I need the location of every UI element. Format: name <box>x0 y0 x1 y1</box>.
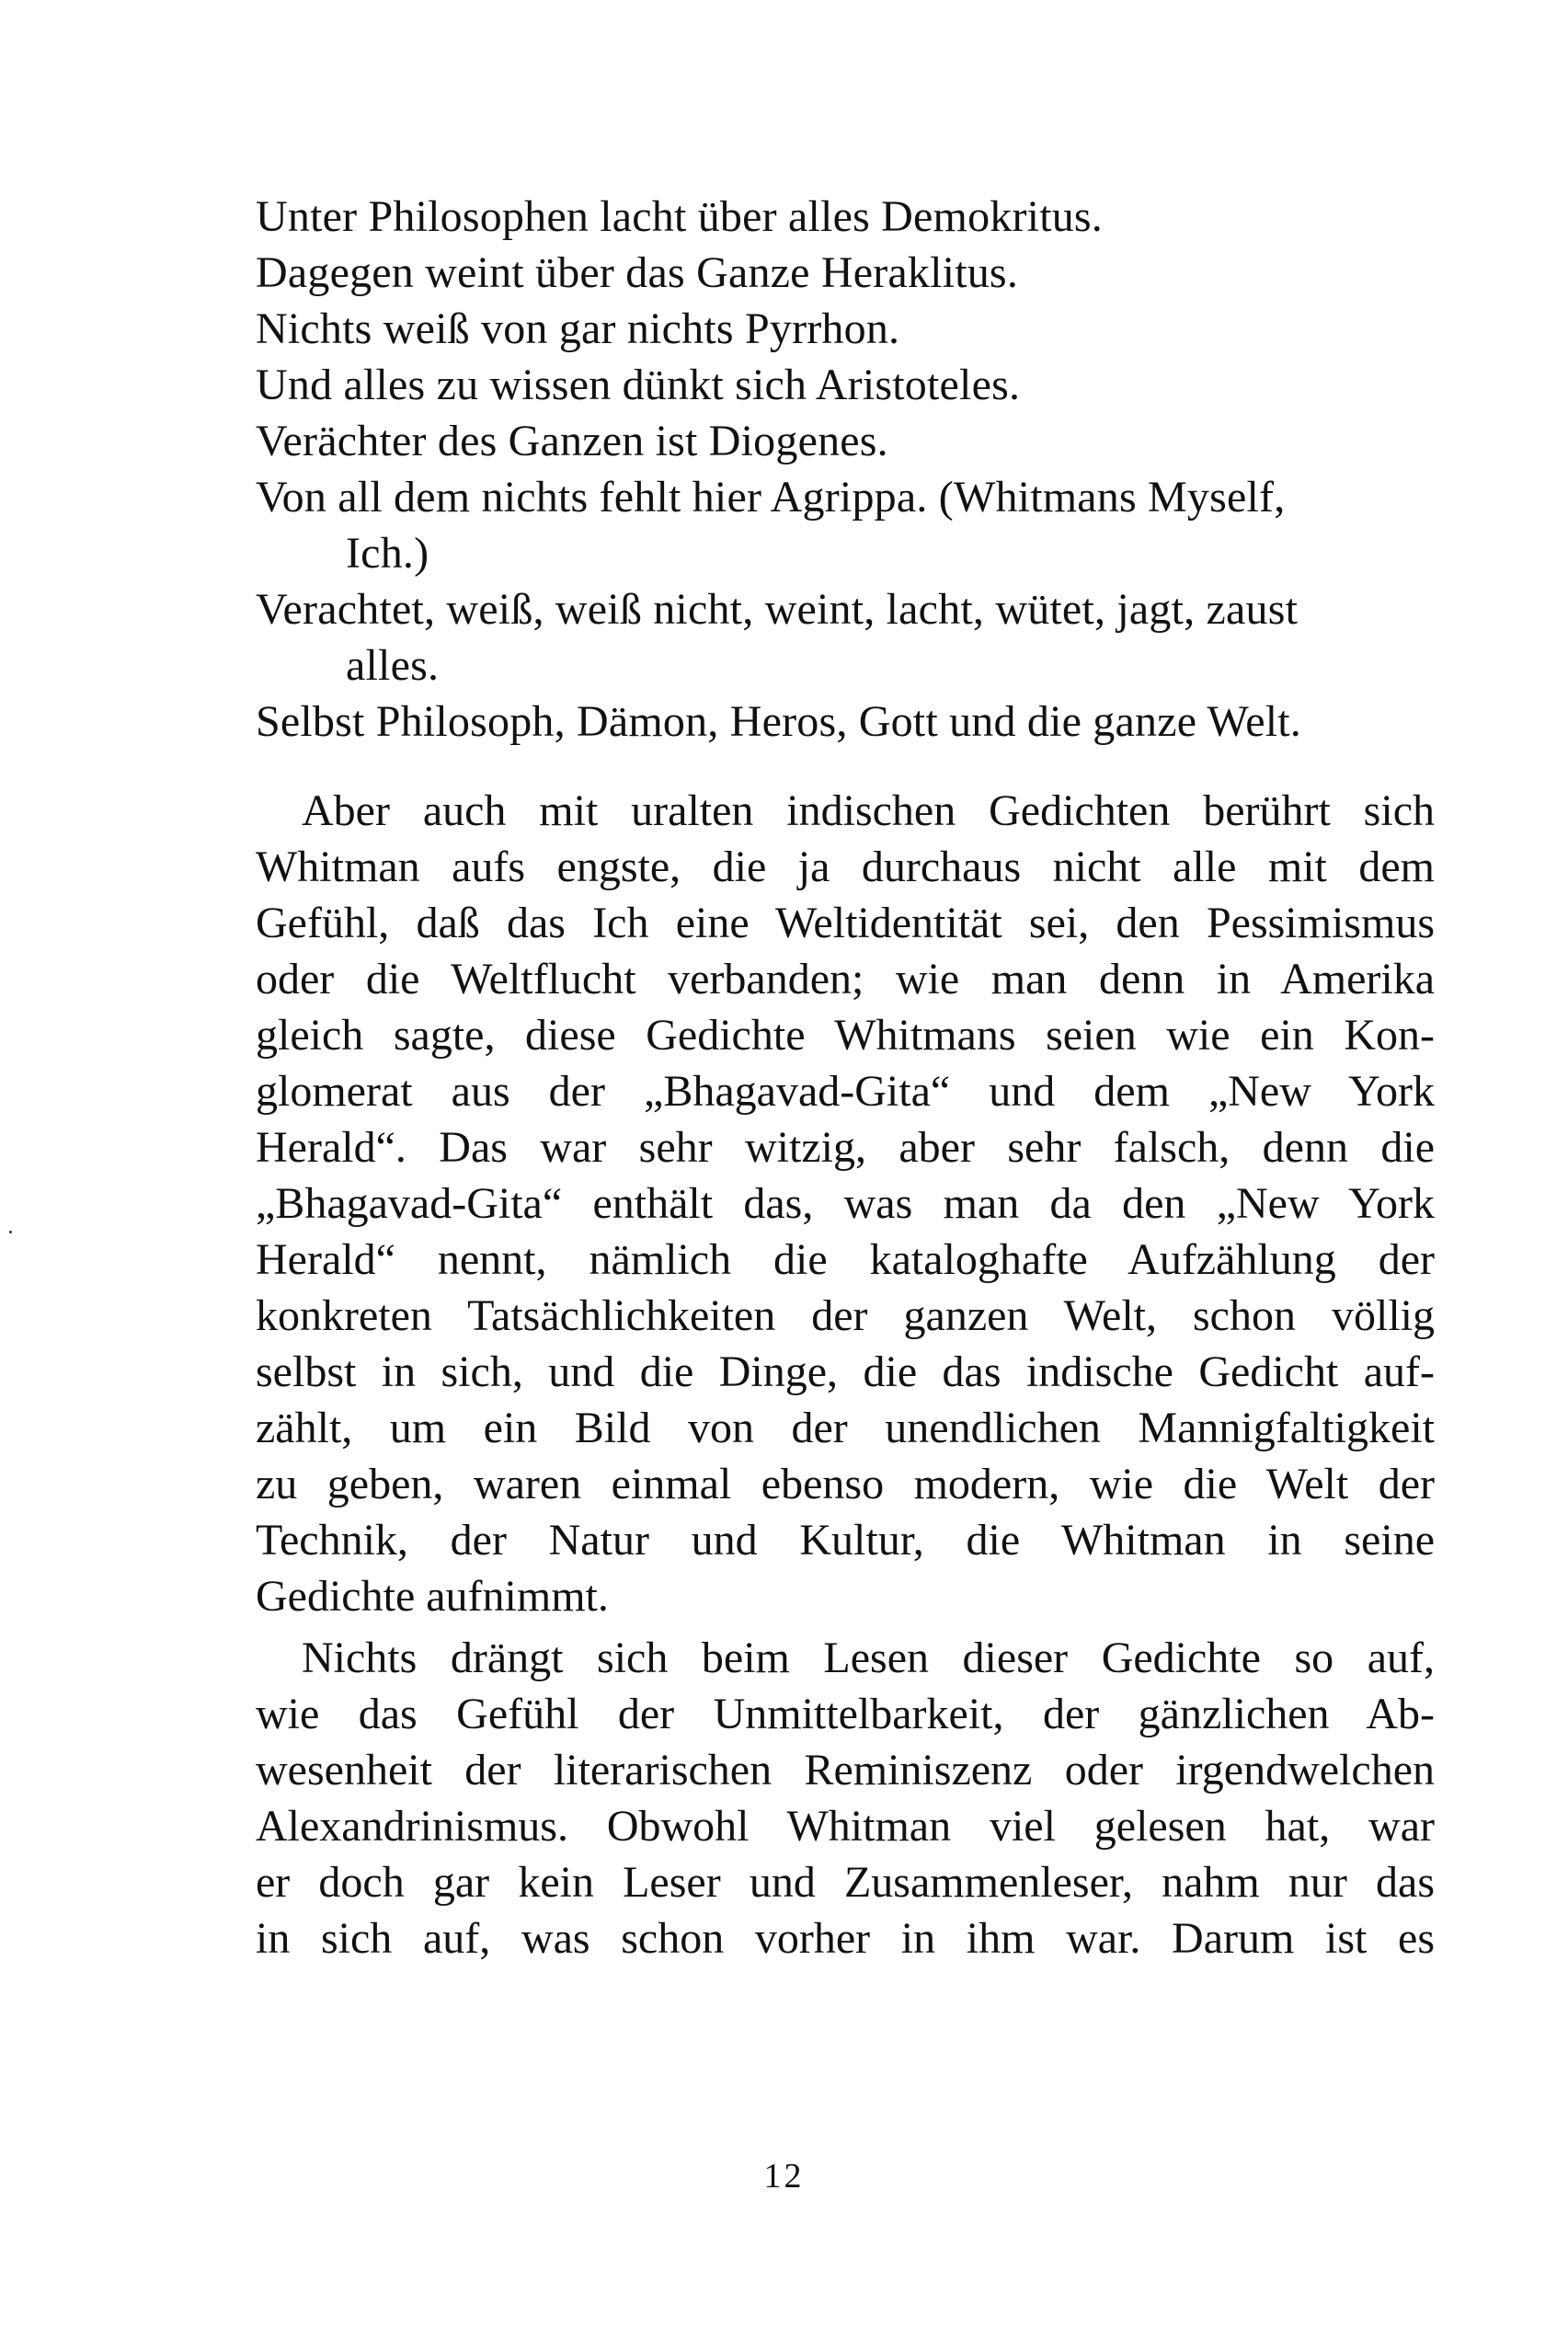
margin-speck <box>9 1231 12 1233</box>
paragraph-line: Aber auch mit uralten indischen Gedichten berührt sich <box>302 786 1435 835</box>
text-block <box>256 189 1435 1966</box>
verse-line-continuation: alles. <box>346 641 440 690</box>
verse-line: Verächter des Ganzen ist Diogenes. <box>256 417 888 465</box>
paragraph-line: Herald“ nennt, nämlich die kataloghafte Aufzählung der <box>256 1235 1435 1284</box>
paragraph-line: wie das Gefühl der Unmittelbarkeit, der gänzlichen Ab- <box>256 1690 1435 1738</box>
paragraph-line: gleich sagte, diese Gedichte Whitmans seien wie ein Kon- <box>256 1011 1435 1060</box>
verse-line: Verachtet, weiß, weiß nicht, weint, lacht, wütet, jagt, zaust <box>256 585 1299 634</box>
verse-line: Und alles zu wissen dünkt sich Aristoteles. <box>256 361 1021 409</box>
paragraph-line: zu geben, waren einmal ebenso modern, wie die Welt der <box>256 1460 1435 1508</box>
verse-line: Von all dem nichts fehlt hier Agrippa. (Whitmans Myself, <box>256 473 1286 522</box>
paragraph-line: wesenheit der literarischen Reminiszenz oder irgendwelchen <box>256 1746 1435 1794</box>
paragraph-1 <box>256 783 1435 1624</box>
paragraph-line: Gefühl, daß das Ich eine Weltidentität sei, den Pessimismus <box>256 899 1435 947</box>
verse-line: Nichts weiß von gar nichts Pyrrhon. <box>256 304 900 353</box>
paragraph-line: glomerat aus der „Bhagavad-Gita“ und dem „New York <box>256 1067 1435 1116</box>
paragraph-2 <box>256 1630 1435 1966</box>
paragraph-line: Technik, der Natur und Kultur, die Whitman in seine <box>256 1516 1435 1565</box>
paragraph-line: Nichts drängt sich beim Lesen dieser Gedichte so auf, <box>302 1634 1435 1682</box>
paragraph-line: zählt, um ein Bild von der unendlichen Mannigfaltigkeit <box>256 1404 1435 1452</box>
verse-line: Dagegen weint über das Ganze Heraklitus. <box>256 248 1019 297</box>
paragraph-line: selbst in sich, und die Dinge, die das indische Gedicht auf- <box>256 1347 1435 1396</box>
verse-line: Selbst Philosoph, Dämon, Heros, Gott und die ganze Welt. <box>256 697 1301 746</box>
verse-line-continuation: Ich.) <box>346 529 429 578</box>
verse-line: Unter Philosophen lacht über alles Demokritus. <box>256 192 1104 241</box>
paragraph-line: Whitman aufs engste, die ja durchaus nicht alle mit dem <box>256 843 1435 891</box>
page-number: 12 <box>763 2157 805 2196</box>
paragraph-line: Herald“. Das war sehr witzig, aber sehr falsch, denn die <box>256 1123 1435 1172</box>
paragraph-line: Alexandrinismus. Obwohl Whitman viel gelesen hat, war <box>256 1802 1435 1851</box>
paragraph-line: konkreten Tatsächlichkeiten der ganzen Welt, schon völlig <box>256 1291 1435 1340</box>
stanza-gap <box>256 750 1435 783</box>
paragraph-line: oder die Weltflucht verbanden; wie man denn in Amerika <box>256 955 1435 1003</box>
verse-quote <box>256 189 1435 750</box>
paragraph-line: in sich auf, was schon vorher in ihm war. Darum ist es <box>256 1914 1435 1963</box>
paragraph-line: „Bhagavad-Gita“ enthält das, was man da den „New York <box>256 1179 1435 1228</box>
paragraph-line: er doch gar kein Leser und Zusammenleser, nahm nur das <box>256 1858 1435 1907</box>
paragraph-line: Gedichte aufnimmt. <box>256 1572 609 1621</box>
